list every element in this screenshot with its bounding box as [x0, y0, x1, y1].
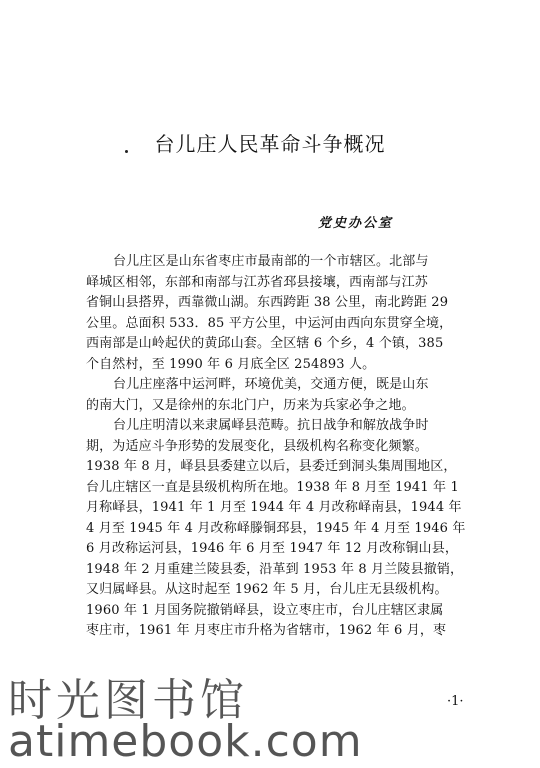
- paragraph-3-line: 台儿庄明清以来隶属峄县范畴。抗日战争和解放战争时: [113, 418, 429, 433]
- paragraph-3-line: 又归属峄县。从这时起至 1962 年 5 月，台儿庄无县级机构。: [86, 582, 448, 597]
- paragraph-3-line: 1938 年 8 月，峄县县委建立以后，县委迁到洞头集周围地区，: [86, 459, 457, 474]
- paragraph-3-line: 月称峄县，1941 年 1 月至 1944 年 4 月改称峄南县，1944 年: [86, 500, 462, 515]
- watermark-chinese: 时光图书馆: [8, 675, 248, 726]
- paragraph-3-line: 4 月至 1945 年 4 月改称峄滕铜邳县，1945 年 4 月至 1946 年: [86, 520, 466, 536]
- paragraph-1-line: 个自然村，至 1990 年 6 月底全区 254893 人。: [86, 356, 376, 372]
- body-text: [86, 252, 500, 642]
- paragraph-3-line: 期，为适应斗争形势的发展变化，县级机构名称变化频繁。: [86, 438, 428, 454]
- paragraph-2-line: 台儿庄座落中运河畔，环境优美，交通方便，既是山东: [113, 377, 429, 392]
- watermark-url: atimebook.com: [8, 716, 363, 767]
- paragraph-1-line: 台儿庄区是山东省枣庄市最南部的一个市辖区。北部与: [113, 254, 429, 269]
- page-number: ·1·: [447, 694, 464, 709]
- paragraph-3-line: 6 月改称运河县，1946 年 6 月至 1947 年 12 月改称铜山县，: [86, 541, 459, 556]
- watermark: [0, 664, 540, 768]
- paragraph-3-line: 1960 年 1 月国务院撤销峄县，设立枣庄市，台儿庄辖区隶属: [86, 602, 444, 618]
- paragraph-1-line: 西南部是山岭起伏的黄邱山套。全区辖 6 个乡，4 个镇，385: [86, 336, 444, 351]
- paragraph-3-line: 枣庄市，1961 年 月枣庄市升格为省辖市，1962 年 6 月，枣: [86, 623, 447, 638]
- paragraph-3-line: 台儿庄辖区一直是县级机构所在地。1938 年 8 月至 1941 年 1: [86, 479, 459, 495]
- page-title: 台儿庄人民革命斗争概况: [154, 132, 386, 156]
- paragraph-1-line: 省铜山县搭界，西靠微山湖。东西跨距 38 公里，南北跨距 29: [86, 295, 449, 310]
- paragraph-2-line: 的南大门，又是徐州的东北门户，历来为兵家必争之地。: [86, 397, 415, 413]
- paragraph-1-line: 公里。总面积 533．85 平方公里，中运河由西向东贯穿全境，: [86, 315, 453, 331]
- author-byline: 党史办公室: [318, 216, 394, 231]
- paragraph-1-line: 峄城区相邻，东部和南部与江苏省邳县接壤，西南部与江苏: [86, 274, 428, 290]
- paragraph-3-line: 1948 年 2 月重建兰陵县委，沿革到 1953 年 8 月兰陵县撤销，: [86, 561, 464, 577]
